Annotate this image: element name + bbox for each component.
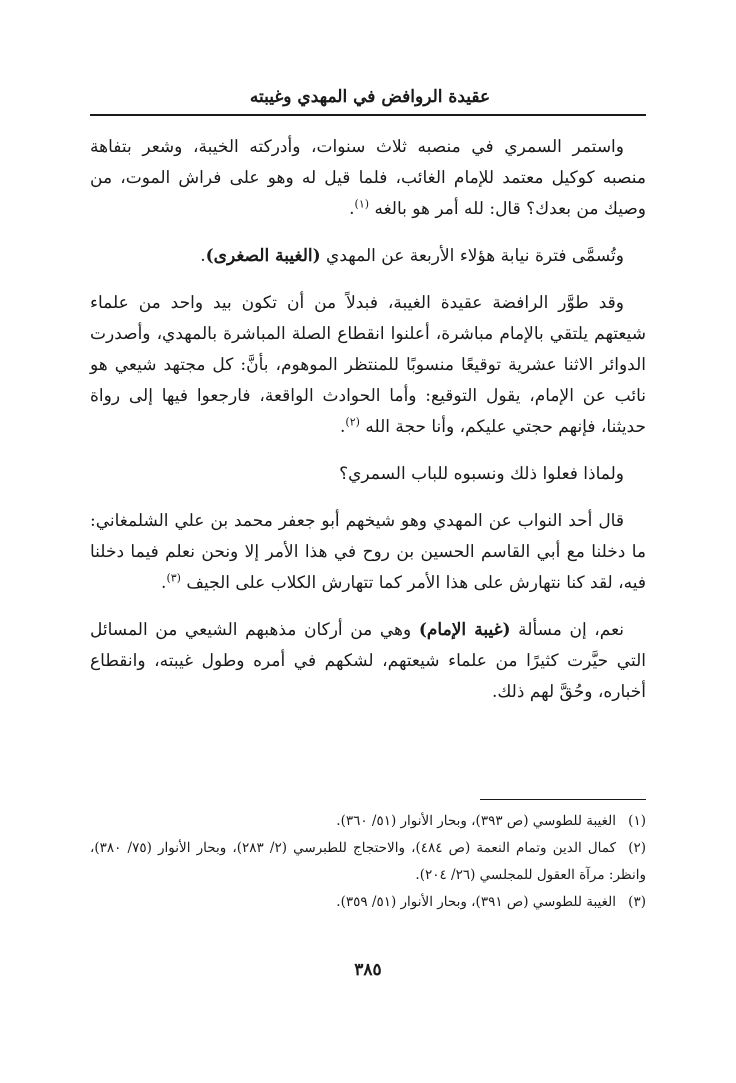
footnotes bbox=[90, 808, 646, 916]
footnote-3 bbox=[90, 889, 646, 916]
paragraph-6-term: (غيبة الإمام) bbox=[418, 620, 511, 640]
footnote-2-text: كمال الدين وتمام النعمة (ص ٤٨٤)، والاحتجاج للطبرسي (٢/ ٢٨٣)، وبحار الأنوار (٧٥/ ٣٨٠)، وانظر: مرآة العقول للمجلسي (٢٦/ ٢٠٤). bbox=[90, 840, 646, 883]
paragraph-4-text: ولماذا فعلوا ذلك ونسبوه للباب السمري؟ bbox=[339, 464, 624, 484]
paragraph-6-text-before: نعم، إن مسألة bbox=[518, 620, 625, 640]
running-header: عقيدة الروافض في المهدي وغيبته bbox=[249, 87, 491, 107]
paragraph-6 bbox=[90, 615, 646, 708]
paragraph-3 bbox=[90, 288, 646, 443]
header-rule bbox=[90, 114, 646, 116]
paragraph-2-text: وتُسمَّى فترة نيابة هؤلاء الأربعة عن المهدي bbox=[326, 246, 624, 266]
paragraph-5-end: . bbox=[161, 573, 167, 593]
footnote-2 bbox=[90, 835, 646, 889]
footnote-1-text: الغيبة للطوسي (ص ٣٩٣)، وبحار الأنوار (٥١/ ٣٦٠). bbox=[336, 813, 616, 829]
paragraph-4 bbox=[90, 459, 646, 490]
paragraph-1 bbox=[90, 132, 646, 225]
paragraph-5-text: قال أحد النواب عن المهدي وهو شيخهم أبو جعفر محمد بن علي الشلمغاني: ما دخلنا مع أبي القاسم الحسين بن روح في هذا الأمر إلا ونحن نعلم فيما دخلنا فيه، لقد كنا نتهارش على هذا الأمر كما تتهارش الكلاب على الجيف bbox=[90, 511, 646, 593]
paragraph-5 bbox=[90, 506, 646, 599]
footnote-2-number: (٢) bbox=[628, 840, 647, 856]
main-text bbox=[90, 132, 646, 724]
paragraph-1-text: واستمر السمري في منصبه ثلاث سنوات، وأدركته الخيبة، وشعر بتفاهة منصبه كوكيل معتمد للإمام الغائب، فلما قيل له وهو على فراش الموت، من وصيك من بعدك؟ قال: لله أمر هو بالغه bbox=[90, 137, 646, 219]
footnote-3-number: (٣) bbox=[628, 894, 646, 910]
paragraph-2-end: . bbox=[200, 246, 206, 266]
paragraph-2-term: (الغيبة الصغرى) bbox=[205, 246, 321, 266]
footnote-ref-3[interactable]: (٣) bbox=[166, 571, 181, 585]
footnote-rule bbox=[480, 799, 646, 800]
paragraph-1-end: . bbox=[349, 199, 355, 219]
footnote-ref-2[interactable]: (٢) bbox=[345, 415, 360, 429]
footnote-ref-1[interactable]: (١) bbox=[354, 197, 370, 211]
footnote-3-text: الغيبة للطوسي (ص ٣٩١)، وبحار الأنوار (٥١/ ٣٥٩). bbox=[336, 894, 616, 910]
page-number: ٣٨٥ bbox=[354, 960, 382, 980]
paragraph-3-end: . bbox=[340, 417, 346, 437]
paragraph-2 bbox=[90, 241, 646, 272]
footnote-1 bbox=[90, 808, 646, 835]
paragraph-6-text-after: وهي من أركان مذهبهم الشيعي من المسائل التي حيَّرت كثيرًا من علماء شيعتهم، لشكهم في أمره وطول غيبته، وانقطاع أخباره، وحُقَّ لهم ذلك. bbox=[90, 620, 646, 702]
footnote-1-number: (١) bbox=[628, 813, 646, 829]
paragraph-3-text: وقد طوَّر الرافضة عقيدة الغيبة، فبدلاً من أن تكون بيد واحد من علماء شيعتهم يلتقي بالإمام مباشرة، أعلنوا انقطاع الصلة المباشرة بالمهدي، وأصدرت الدوائر الاثنا عشرية توقيعًا منسوبًا للمنتظر الموهوم، بأنَّ: كل مجتهد شيعي هو نائب عن الإمام، يقول التوقيع: وأما الحوادث الواقعة، فارجعوا فيها إلى رواة حديثنا، فإنهم حجتي عليكم، وأنا حجة الله bbox=[90, 293, 646, 437]
